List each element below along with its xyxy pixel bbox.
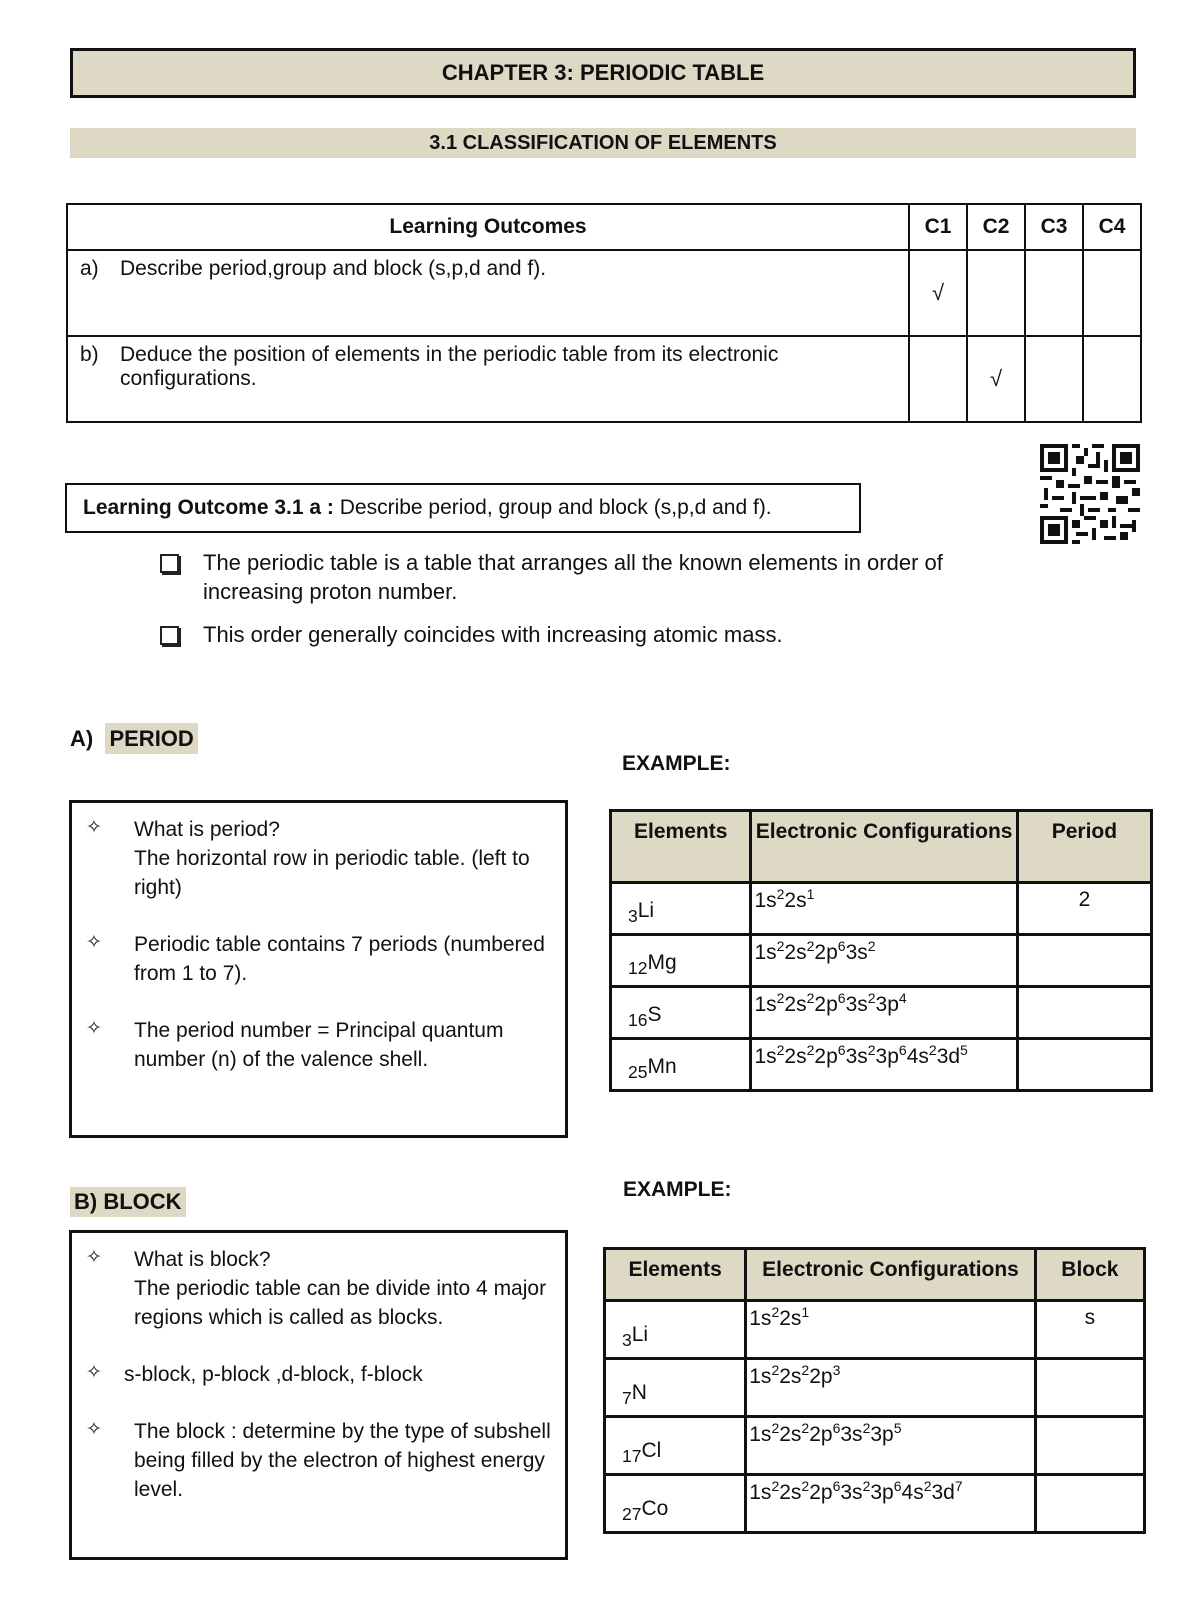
proton-number: 27 <box>622 1504 642 1524</box>
electron-count: 6 <box>832 1420 841 1436</box>
orbital: 4s <box>901 1481 924 1504</box>
block-info-box <box>69 1230 568 1560</box>
orbital: 2s <box>779 1365 802 1388</box>
mark-cell <box>1025 250 1083 336</box>
orbital: 3d <box>936 1045 961 1068</box>
list-item <box>86 1360 553 1389</box>
electron-count: 2 <box>771 1420 780 1436</box>
orbital: 2s <box>784 889 807 912</box>
info-text: s-block, p-block ,d-block, f-block <box>124 1363 423 1386</box>
element-cell <box>605 1417 746 1475</box>
electron-count: 2 <box>862 1420 871 1436</box>
mark-cell <box>1083 336 1141 422</box>
period-heading <box>70 726 198 752</box>
orbital: 3p <box>870 1423 894 1446</box>
period-example-label: EXAMPLE: <box>622 752 731 775</box>
list-item <box>86 1417 553 1504</box>
element-cell <box>605 1475 746 1533</box>
electron-count: 6 <box>893 1478 902 1494</box>
table-row <box>605 1475 1145 1533</box>
table-header-row <box>605 1249 1145 1301</box>
orbital: 3p <box>870 1481 894 1504</box>
element-cell <box>611 935 751 987</box>
configuration-cell <box>746 1301 1036 1359</box>
electron-count: 3 <box>832 1362 841 1378</box>
orbital: 1s <box>754 993 777 1016</box>
bullet-text: The periodic table is a table that arranges all the known elements in order of increasing proton number. <box>203 550 943 604</box>
outcome-letter: b) <box>80 343 99 366</box>
intro-bullet-list <box>160 548 1040 663</box>
diamond-bullet-icon: ✧ <box>86 1247 102 1268</box>
bullet-text: This order generally coincides with increasing atomic mass. <box>203 622 783 647</box>
chapter-title: CHAPTER 3: PERIODIC TABLE <box>70 48 1136 98</box>
mark-cell <box>1025 336 1083 422</box>
orbital: 3d <box>931 1481 955 1504</box>
list-item <box>86 1016 553 1074</box>
section-title: 3.1 CLASSIFICATION OF ELEMENTS <box>70 128 1136 158</box>
electron-count: 2 <box>801 1420 810 1436</box>
electron-count: 2 <box>776 990 785 1006</box>
mark-cell <box>1083 250 1141 336</box>
element-cell <box>605 1301 746 1359</box>
orbital: 3p <box>875 1045 899 1068</box>
list-item <box>86 1245 553 1332</box>
block-heading: B) BLOCK <box>70 1187 186 1217</box>
table-row <box>611 1039 1152 1091</box>
element-cell <box>611 987 751 1039</box>
configuration-cell <box>746 1475 1036 1533</box>
orbital: 2p <box>814 1045 838 1068</box>
column-header: Electronic Configurations <box>746 1249 1036 1301</box>
electron-count: 5 <box>960 1042 968 1058</box>
table-row <box>605 1359 1145 1417</box>
element-symbol: Co <box>641 1496 669 1520</box>
orbital: 1s <box>749 1307 772 1330</box>
orbital: 2s <box>779 1423 802 1446</box>
electron-count: 6 <box>898 1042 907 1058</box>
info-question: What is period? <box>134 818 280 841</box>
block-example-label: EXAMPLE: <box>623 1178 732 1201</box>
table-row <box>611 883 1152 935</box>
electron-count: 2 <box>928 1042 937 1058</box>
orbital: 4s <box>906 1045 929 1068</box>
list-item <box>86 930 553 988</box>
element-cell <box>611 883 751 935</box>
period-info-box <box>69 800 568 1138</box>
answer-cell <box>1035 1417 1144 1475</box>
orbital: 2p <box>814 941 838 964</box>
orbital: 1s <box>754 889 777 912</box>
orbital: 1s <box>754 1045 777 1068</box>
electron-count: 6 <box>837 938 846 954</box>
proton-number: 3 <box>622 1330 632 1350</box>
check-mark: √ <box>909 250 967 336</box>
info-answer: The horizontal row in periodic table. (left to right) <box>134 847 530 899</box>
diamond-bullet-icon: ✧ <box>86 817 102 838</box>
diamond-bullet-icon: ✧ <box>86 932 102 953</box>
header-c4: C4 <box>1083 204 1141 250</box>
info-text: The period number = Principal quantum number (n) of the valence shell. <box>134 1019 504 1071</box>
orbital: 3s <box>845 941 868 964</box>
electron-count: 6 <box>837 1042 846 1058</box>
element-symbol: N <box>631 1380 647 1404</box>
configuration-cell <box>751 883 1017 935</box>
orbital: 1s <box>749 1481 772 1504</box>
configuration-cell <box>751 935 1017 987</box>
outcome-text: Describe period,group and block (s,p,d and f). <box>120 257 547 280</box>
header-learning-outcomes: Learning Outcomes <box>67 204 909 250</box>
electron-count: 4 <box>898 990 907 1006</box>
diamond-bullet-icon: ✧ <box>86 1362 102 1383</box>
orbital: 2s <box>779 1481 802 1504</box>
period-letter: A) <box>70 726 94 751</box>
electron-count: 5 <box>893 1420 902 1436</box>
learning-outcome-box <box>65 483 861 533</box>
column-header: Electronic Configurations <box>751 811 1017 883</box>
proton-number: 3 <box>628 906 638 926</box>
electron-count: 2 <box>867 938 876 954</box>
element-symbol: Mn <box>647 1054 677 1078</box>
table-header-row <box>67 204 1141 250</box>
table-row <box>67 250 1141 336</box>
orbital: 1s <box>749 1423 772 1446</box>
column-header: Block <box>1035 1249 1144 1301</box>
electron-count: 6 <box>837 990 846 1006</box>
header-c1: C1 <box>909 204 967 250</box>
electron-count: 2 <box>801 1362 810 1378</box>
mark-cell <box>909 336 967 422</box>
element-cell <box>611 1039 751 1091</box>
orbital: 3s <box>845 1045 868 1068</box>
proton-number: 17 <box>622 1446 642 1466</box>
proton-number: 12 <box>628 958 648 978</box>
electron-count: 7 <box>954 1478 963 1494</box>
orbital: 3p <box>875 993 899 1016</box>
orbital: 2p <box>814 993 838 1016</box>
orbital: 2p <box>809 1365 833 1388</box>
info-text: Periodic table contains 7 periods (numbered from 1 to 7). <box>134 933 545 985</box>
electron-count: 2 <box>862 1478 871 1494</box>
learning-outcome-label: Learning Outcome 3.1 a : <box>83 496 334 519</box>
electron-count: 6 <box>832 1478 841 1494</box>
electron-count: 1 <box>801 1304 810 1320</box>
checkbox-square-icon <box>160 554 179 573</box>
orbital: 3s <box>840 1481 863 1504</box>
electron-count: 2 <box>806 1042 815 1058</box>
element-symbol: Cl <box>641 1438 662 1462</box>
electron-count: 2 <box>771 1304 780 1320</box>
proton-number: 16 <box>628 1010 648 1030</box>
learning-outcomes-table <box>66 203 1142 423</box>
orbital: 1s <box>749 1365 772 1388</box>
electron-count: 2 <box>923 1478 932 1494</box>
orbital: 2s <box>784 993 807 1016</box>
electron-count: 2 <box>771 1362 780 1378</box>
qr-code-icon[interactable] <box>1040 444 1140 544</box>
answer-cell: 2 <box>1017 883 1151 935</box>
orbital: 3s <box>840 1423 863 1446</box>
period-heading-text: PERIOD <box>105 723 197 754</box>
table-row <box>611 935 1152 987</box>
electron-count: 2 <box>801 1478 810 1494</box>
header-c3: C3 <box>1025 204 1083 250</box>
answer-cell: s <box>1035 1301 1144 1359</box>
electron-count: 2 <box>771 1478 780 1494</box>
outcome-text: Deduce the position of elements in the periodic table from its electronic configurations. <box>120 343 779 390</box>
answer-cell <box>1017 935 1151 987</box>
element-symbol: Mg <box>647 950 677 974</box>
list-item <box>160 548 1040 606</box>
orbital: 1s <box>754 941 777 964</box>
orbital: 2s <box>784 941 807 964</box>
table-row <box>605 1301 1145 1359</box>
column-header: Elements <box>605 1249 746 1301</box>
electron-count: 1 <box>806 886 815 902</box>
table-header-row <box>611 811 1152 883</box>
proton-number: 25 <box>628 1062 648 1082</box>
electron-count: 2 <box>776 886 785 902</box>
answer-cell <box>1035 1359 1144 1417</box>
electron-count: 2 <box>776 1042 785 1058</box>
electron-count: 2 <box>867 1042 876 1058</box>
element-symbol: Li <box>637 898 655 922</box>
orbital: 2p <box>809 1423 833 1446</box>
configuration-cell <box>751 987 1017 1039</box>
electron-count: 2 <box>806 938 815 954</box>
table-row <box>611 987 1152 1039</box>
electron-count: 2 <box>867 990 876 1006</box>
configuration-cell <box>746 1417 1036 1475</box>
mark-cell <box>967 250 1025 336</box>
list-item <box>86 815 553 902</box>
element-symbol: S <box>647 1002 662 1026</box>
period-example-table <box>609 809 1153 1092</box>
learning-outcome-text: Describe period, group and block (s,p,d and f). <box>333 496 772 519</box>
orbital: 2s <box>779 1307 802 1330</box>
check-mark: √ <box>967 336 1025 422</box>
element-symbol: Li <box>631 1322 649 1346</box>
proton-number: 7 <box>622 1388 632 1408</box>
table-row <box>67 336 1141 422</box>
diamond-bullet-icon: ✧ <box>86 1419 102 1440</box>
checkbox-square-icon <box>160 626 179 645</box>
info-question: What is block? <box>134 1248 271 1271</box>
orbital: 2s <box>784 1045 807 1068</box>
outcome-letter: a) <box>80 257 99 280</box>
header-c2: C2 <box>967 204 1025 250</box>
orbital: 3s <box>845 993 868 1016</box>
answer-cell <box>1017 1039 1151 1091</box>
configuration-cell <box>746 1359 1036 1417</box>
answer-cell <box>1017 987 1151 1039</box>
block-example-table <box>603 1247 1146 1534</box>
info-text: The block : determine by the type of subshell being filled by the electron of highest energy level. <box>134 1420 551 1501</box>
table-row <box>605 1417 1145 1475</box>
diamond-bullet-icon: ✧ <box>86 1018 102 1039</box>
list-item <box>160 620 1040 649</box>
element-cell <box>605 1359 746 1417</box>
answer-cell <box>1035 1475 1144 1533</box>
outcome-b <box>67 336 909 422</box>
orbital: 2p <box>809 1481 833 1504</box>
column-header: Period <box>1017 811 1151 883</box>
outcome-a <box>67 250 909 336</box>
info-answer: The periodic table can be divide into 4 major regions which is called as blocks. <box>134 1277 547 1329</box>
electron-count: 2 <box>806 990 815 1006</box>
electron-count: 2 <box>776 938 785 954</box>
configuration-cell <box>751 1039 1017 1091</box>
column-header: Elements <box>611 811 751 883</box>
